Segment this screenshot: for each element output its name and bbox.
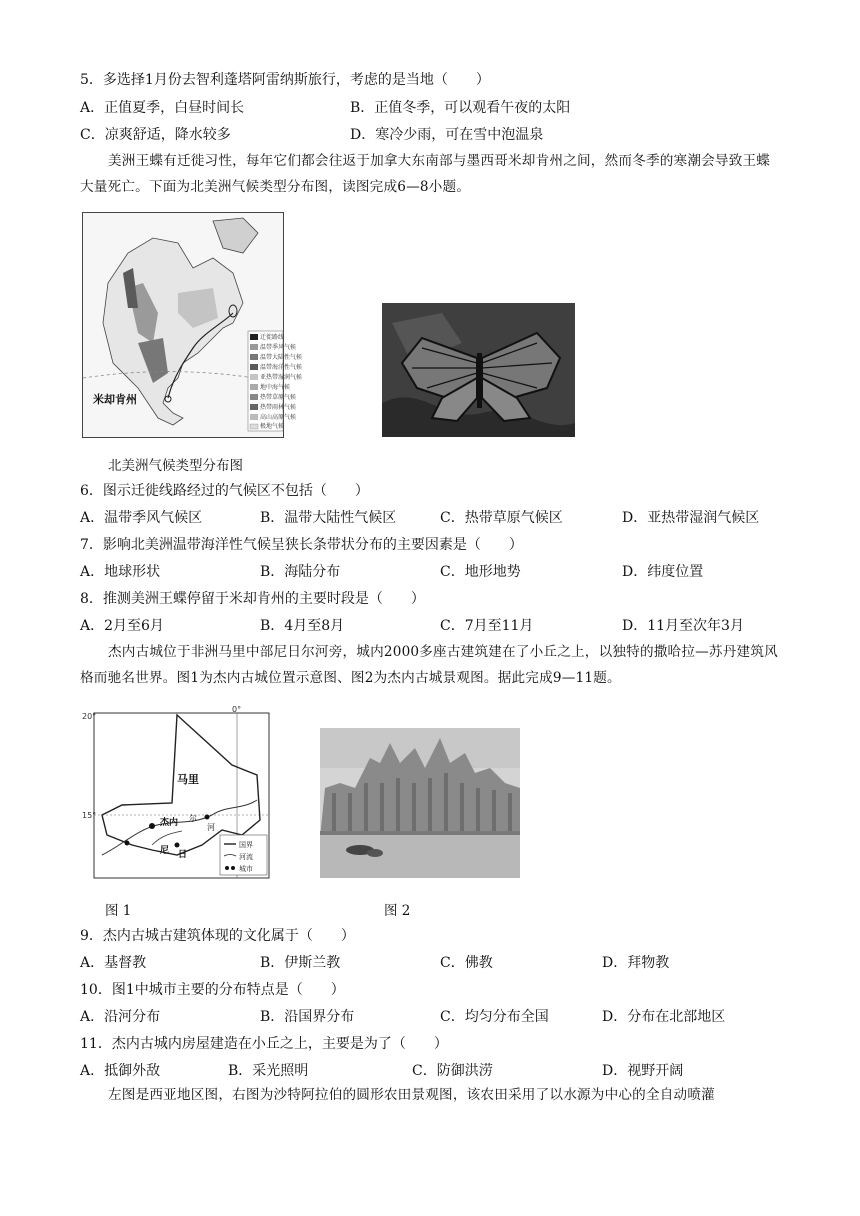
q9-option-c: C．佛教 xyxy=(440,955,493,971)
q10-option-b: B．沿国界分布 xyxy=(260,1009,355,1025)
legend-item-4: 亚热带湿润气候 xyxy=(260,374,303,381)
q7-option-b: B．海陆分布 xyxy=(260,564,341,580)
q5-stem: 5．多选择1月份去智利蓬塔阿雷纳斯旅行，考虑的是当地（ ） xyxy=(80,72,490,88)
q7-option-d: D．纬度位置 xyxy=(622,564,704,580)
fig-caption-2: 图 2 xyxy=(384,903,411,919)
q5-option-d: D．寒冷少雨，可在雪中泡温泉 xyxy=(350,127,544,143)
djenne-map-drawing xyxy=(82,705,272,880)
legend-item-6: 热带草原气候 xyxy=(260,394,297,401)
q5-option-a: A．正值夏季，白昼时间长 xyxy=(80,100,245,116)
q11-option-d: D．视野开阔 xyxy=(602,1063,684,1079)
map-drawing xyxy=(83,213,303,437)
q9-option-d: D．拜物教 xyxy=(602,955,670,971)
q6-option-c: C．热带草原气候区 xyxy=(440,510,563,526)
lat-label-15: 15° xyxy=(82,811,97,820)
intro-paragraph-djenne: 杰内古城位于非洲马里中部尼日尔河旁，城内2000多座古建筑建在了小丘之上，以独特的撒哈拉—苏丹建筑风格而驰名世界。图1为杰内古城位置示意图、图2为杰内古城景观图。据此完成9—11题。 xyxy=(80,644,778,686)
q6-option-b: B．温带大陆性气候区 xyxy=(260,510,397,526)
region-label-ri: 日 xyxy=(178,850,188,860)
q6-stem: 6．图示迁徙线路经过的气候区不包括（ ） xyxy=(80,483,369,499)
q5-options-row-2 xyxy=(80,125,800,145)
legend-item-3: 温带海洋性气候 xyxy=(260,364,303,371)
djenne-location-map xyxy=(82,705,272,880)
q7-stem: 7．影响北美洲温带海洋性气候呈狭长条带状分布的主要因素是（ ） xyxy=(80,537,523,553)
map-label-michoacan: 米却肯州 xyxy=(93,393,137,406)
q11-option-c: C．防御洪涝 xyxy=(412,1063,493,1079)
q7-option-a: A．地球形状 xyxy=(80,564,161,580)
lon-label-0: 0° xyxy=(232,705,242,714)
legend-item-0: 迁徙路线 xyxy=(260,334,285,341)
q8-option-c: C．7月至11月 xyxy=(440,618,534,634)
legend-city: 城市 xyxy=(239,865,253,873)
q10-option-d: D．分布在北部地区 xyxy=(602,1009,726,1025)
monarch-butterfly-photo xyxy=(382,303,575,437)
q5-option-b: B．正值冬季，可以观看午夜的太阳 xyxy=(350,100,571,116)
legend-item-9: 极地气候 xyxy=(260,423,285,430)
q5-options-row-1 xyxy=(80,98,800,118)
q5-option-c: C．凉爽舒适，降水较多 xyxy=(80,127,231,143)
q8-option-d: D．11月至次年3月 xyxy=(622,618,744,634)
legend-river: 河流 xyxy=(239,853,253,861)
region-label-ni: 尼 xyxy=(160,846,170,856)
fig-caption-1: 图 1 xyxy=(105,903,132,919)
q8-options-row xyxy=(80,616,800,636)
q7-option-c: C．地形地势 xyxy=(440,564,521,580)
q8-option-b: B．4月至8月 xyxy=(260,618,345,634)
q8-option-a: A．2月至6月 xyxy=(80,618,164,634)
q11-options-row xyxy=(80,1061,800,1081)
q9-options-row xyxy=(80,953,800,973)
q11-stem: 11．杰内古城内房屋建造在小丘之上，主要是为了（ ） xyxy=(80,1036,448,1052)
river-label-er: 尔 xyxy=(189,814,197,823)
q7-options-row xyxy=(80,562,800,582)
q6-options-row xyxy=(80,508,800,528)
q6-option-d: D．亚热带湿润气候区 xyxy=(622,510,760,526)
north-america-climate-map xyxy=(82,212,303,438)
city-label-djenne: 杰内 xyxy=(160,818,179,828)
river-label-he: 河 xyxy=(207,823,215,832)
q10-option-c: C．均匀分布全国 xyxy=(440,1009,549,1025)
q9-option-a: A．基督教 xyxy=(80,955,147,971)
fig-caption-climate-map: 北美洲气候类型分布图 xyxy=(108,458,243,474)
intro-paragraph-west-asia: 左图是西亚地区图，右图为沙特阿拉伯的圆形农田景观图，该农田采用了以水源为中心的全自动喷灌 xyxy=(108,1087,715,1103)
lat-label-20: 20° xyxy=(82,712,97,721)
q9-stem: 9．杰内古城古建筑体现的文化属于（ ） xyxy=(80,928,355,944)
q8-stem: 8．推测美洲王蝶停留于米却肯州的主要时段是（ ） xyxy=(80,591,425,607)
intro-paragraph-monarch: 美洲王蝶有迁徙习性，每年它们都会往返于加拿大东南部与墨西哥米却肯州之间，然而冬季的寒潮会导致王蝶大量死亡。下面为北美洲气候类型分布图，读图完成6—8小题。 xyxy=(80,153,771,195)
q10-stem: 10．图1中城市主要的分布特点是（ ） xyxy=(80,982,345,998)
legend-item-5: 地中海气候 xyxy=(260,384,291,391)
q9-option-b: B．伊斯兰教 xyxy=(260,955,341,971)
q11-option-b: B．采光照明 xyxy=(228,1063,309,1079)
q11-option-a: A．抵御外敌 xyxy=(80,1063,161,1079)
q10-option-a: A．沿河分布 xyxy=(80,1009,161,1025)
djenne-mosque-photo xyxy=(320,728,520,878)
country-label-mali: 马里 xyxy=(177,773,199,786)
legend-border: 国界 xyxy=(239,841,253,849)
q6-option-a: A．温带季风气候区 xyxy=(80,510,203,526)
butterfly-image xyxy=(382,303,575,437)
legend-item-7: 热带雨林气候 xyxy=(260,404,297,411)
legend-item-2: 温带大陆性气候 xyxy=(260,354,303,361)
mosque-image xyxy=(320,728,520,878)
legend-item-1: 温带季风气候 xyxy=(260,344,297,351)
legend-item-8: 高山高原气候 xyxy=(260,414,297,421)
q10-options-row xyxy=(80,1007,800,1027)
